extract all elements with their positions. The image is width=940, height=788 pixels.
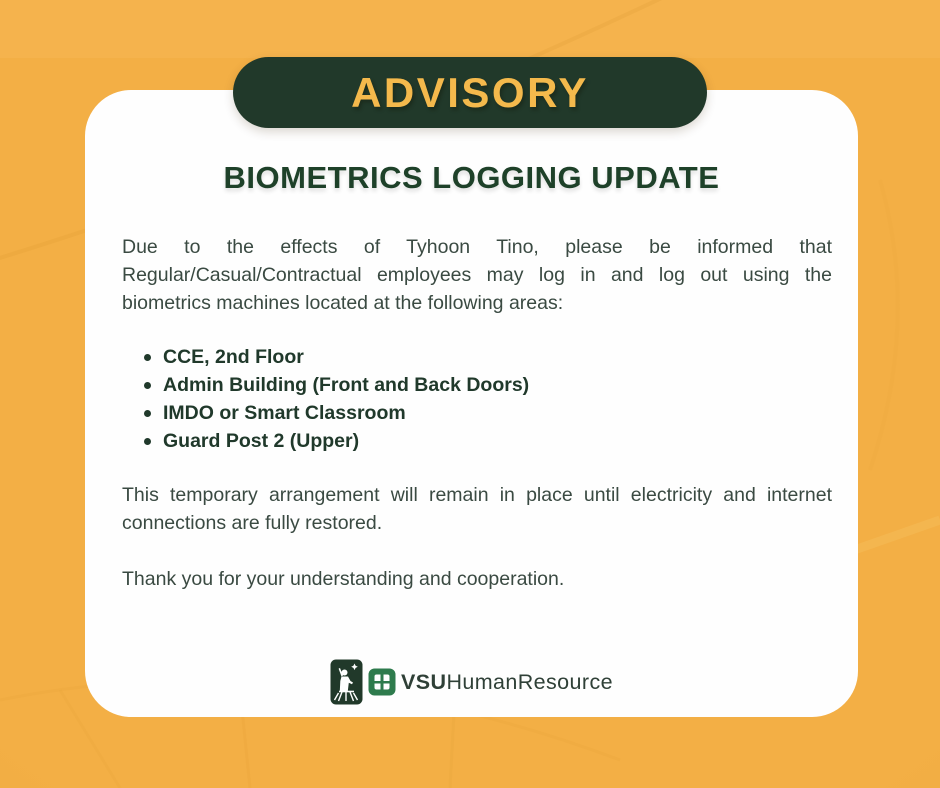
brand-text [401,670,613,695]
list-item: Admin Building (Front and Back Doors) [142,371,858,399]
intro-paragraph: Due to the effects of Tyhoon Tino, please be informed that Regular/Casual/Contractual employees may log in and log out using the biometrics machines located at the following areas: [122,236,832,314]
list-item: CCE, 2nd Floor [142,343,858,371]
list-item: IMDO or Smart Classroom [142,399,858,427]
brand-text-bold: VSU [401,669,447,694]
page-title: BIOMETRICS LOGGING UPDATE [223,160,720,195]
arrangement-paragraph: This temporary arrangement will remain in place until electricity and internet connections are fully restored. [122,484,832,534]
advisory-badge [233,57,707,128]
hr-pinwheel-icon [368,668,396,696]
thanks-paragraph: Thank you for your understanding and cooperation. [122,568,565,590]
advisory-card [85,90,858,717]
brand-text-regular: HumanResource [446,669,613,694]
list-item: Guard Post 2 (Upper) [142,427,858,455]
locations-list [142,343,858,455]
footer-brand [85,659,858,705]
vsu-statue-icon [330,659,363,705]
advisory-badge-label: ADVISORY [351,68,589,116]
